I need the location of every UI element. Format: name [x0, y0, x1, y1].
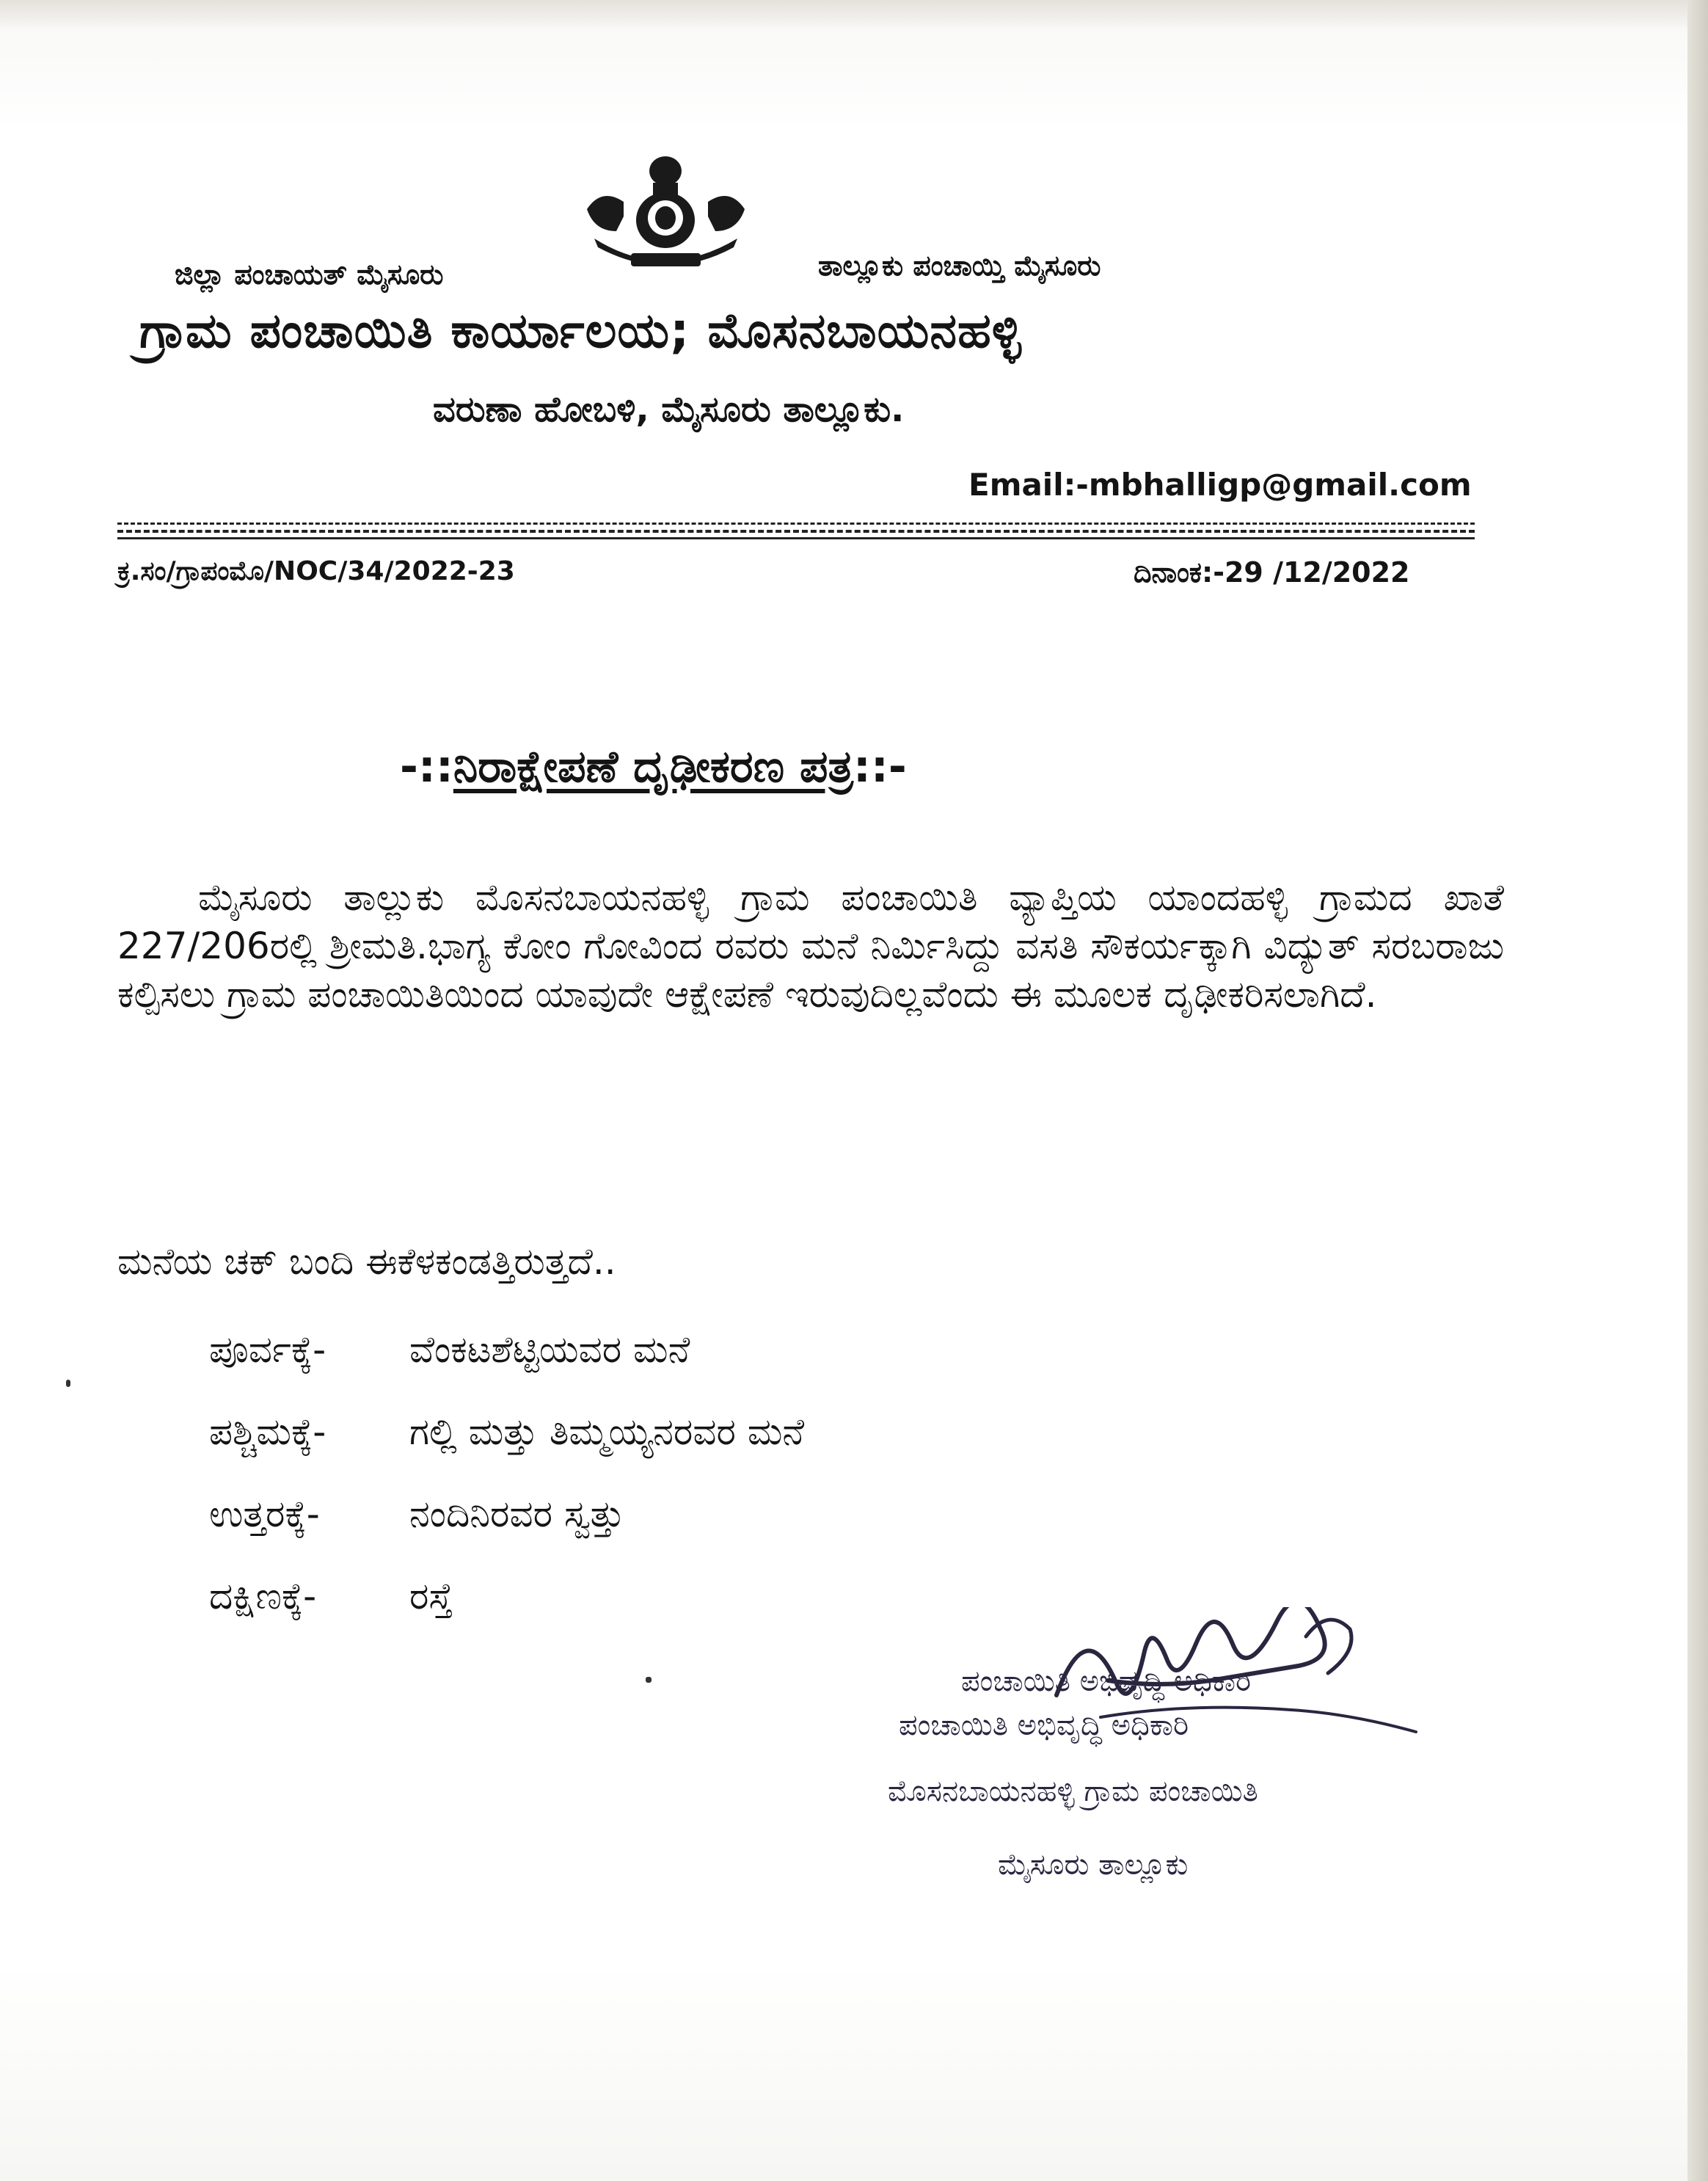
page-top-shadow [0, 0, 1708, 29]
subject-heading [400, 741, 907, 793]
header-divider [117, 537, 1475, 539]
paper-speck [66, 1380, 70, 1387]
signature-taluk: ಮೈಸೂರು ತಾಲ್ಲೂಕು [998, 1848, 1189, 1882]
boundary-south-value: ರಸ್ತೆ [409, 1575, 453, 1617]
chak-bandi-intro: ಮನೆಯ ಚಕ್ ಬಂದಿ ಈಕೆಳಕಂಡತ್ತಿರುತ್ತದೆ.. [117, 1240, 616, 1283]
subject-title: ನಿರಾಕ್ಷೇಪಣೆ ದೃಢೀಕರಣ ಪತ್ರ [453, 741, 853, 793]
boundary-north-value: ನಂದಿನಿರವರ ಸ್ವತ್ತು [409, 1493, 625, 1535]
paper-speck [646, 1677, 652, 1683]
signature-stamp-designation: ಪಂಚಾಯಿತಿ ಅಭಿವೃದ್ಧಿ ಅಧಿಕಾರಿ [899, 1708, 1189, 1742]
boundary-south-label: ದಕ್ಷಿಣಕ್ಕೆ- [209, 1575, 317, 1617]
header-divider [117, 523, 1475, 525]
zilla-panchayat-label: ಜಿಲ್ಲಾ ಪಂಚಾಯತ್ ಮೈಸೂರು [175, 258, 444, 291]
subject-suffix: ::- [853, 741, 907, 793]
reference-number: ಕ್ರ.ಸಂ/ಗ್ರಾಪಂಮೊ/NOC/34/2022-23 [117, 556, 515, 586]
body-paragraph: ಮೈಸೂರು ತಾಲ್ಲುಕು ಮೊಸನಬಾಯನಹಳ್ಳಿ ಗ್ರಾಮ ಪಂಚಾಯಿತಿ ವ್ಯಾಪ್ತಿಯ ಯಾಂದಹಳ್ಳಿ ಗ್ರಾಮದ ಖಾತೆ 227/206ರಲ್ಲಿ ಶ್ರೀಮತಿ.ಭಾಗ್ಯ ಕೋಂ ಗೋವಿಂದ ರವರು ಮನೆ ನಿರ್ಮಿಸಿದ್ದು ವಸತಿ ಸೌಕರ್ಯಕ್ಕಾಗಿ ವಿದ್ಯುತ್ ಸರಬರಾಜು ಕಲ್ಪಿಸಲು ಗ್ರಾಮ ಪಂಚಾಯಿತಿಯಿಂದ ಯಾವುದೇ ಆಕ್ಷೇಪಣೆ ಇರುವುದಿಲ್ಲವೆಂದು ಈ ಮೂಲಕ ದೃಢೀಕರಿಸಲಾಗಿದೆ. [117, 876, 1504, 1016]
boundary-west-value: ಗಲ್ಲಿ ಮತ್ತು ತಿಮ್ಮಯ್ಯನರವರ ಮನೆ [409, 1410, 805, 1453]
boundary-east-value: ವೆಂಕಟಶೆಟ್ಟಿಯವರ ಮನೆ [409, 1328, 690, 1371]
header-divider [117, 530, 1475, 533]
boundary-north-label: ಉತ್ತರಕ್ಕೆ- [209, 1493, 320, 1535]
boundary-east-label: ಪೂರ್ವಕ್ಕೆ- [209, 1328, 326, 1371]
hobli-line: ವರುಣಾ ಹೋಬಳಿ, ಮೈಸೂರು ತಾಲ್ಲೂಕು. [433, 389, 905, 430]
signature-panchayat: ಮೊಸನಬಾಯನಹಳ್ಳಿ ಗ್ರಾಮ ಪಂಚಾಯಿತಿ [888, 1774, 1258, 1808]
page-edge-shadow [1687, 0, 1708, 2181]
office-title: ಗ್ರಾಮ ಪಂಚಾಯಿತಿ ಕಾರ್ಯಾಲಯ; ಮೊಸನಬಾಯನಹಳ್ಳಿ [139, 302, 1022, 359]
taluk-panchayat-label: ತಾಲ್ಲೂಕು ಪಂಚಾಯ್ತಿ ಮೈಸೂರು [818, 250, 1101, 282]
government-emblem-icon [580, 150, 752, 275]
handwritten-signature-icon [1042, 1607, 1453, 1798]
boundary-west-label: ಪಶ್ಚಿಮಕ್ಕೆ- [209, 1410, 326, 1453]
letter-date: ದಿನಾಂಕ:-29 /12/2022 [1134, 556, 1410, 589]
office-email: Email:-mbhalligp@gmail.com [968, 467, 1472, 503]
subject-prefix: -:: [400, 741, 453, 793]
signature-designation: ಪಂಚಾಯಿತಿ ಅಭಿವೃದ್ಧಿ ಅಧಿಕಾರಿ [961, 1664, 1252, 1698]
